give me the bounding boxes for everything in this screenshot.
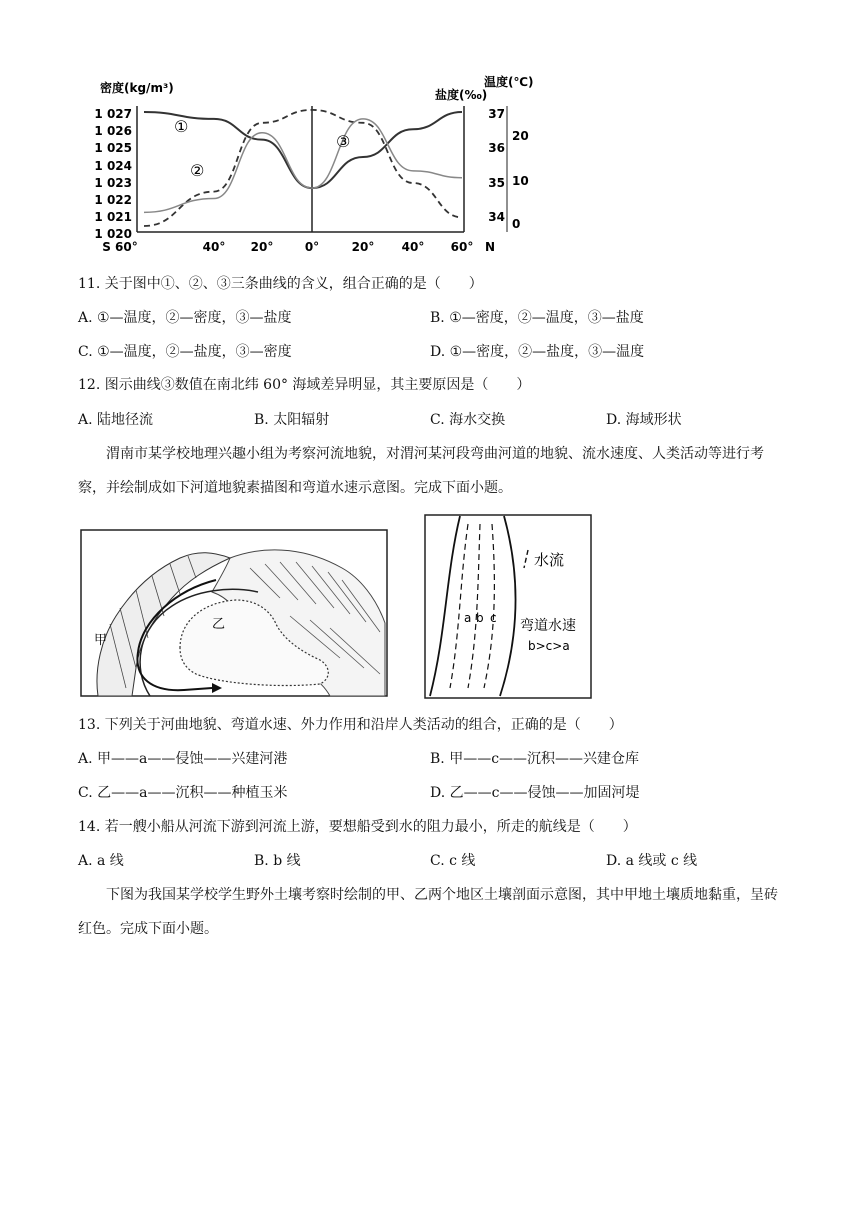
river-landform-sketch bbox=[80, 528, 390, 700]
salinity-tick: 35 bbox=[488, 176, 505, 190]
label-b: b bbox=[476, 611, 484, 625]
speed-relation-label: b>c>a bbox=[528, 639, 570, 653]
soil-intro-paragraph: 下图为我国某学校学生野外土壤考察时绘制的甲、乙两个地区土壤剖面示意图，其中甲地土壤质地黏重，呈砖红色。完成下面小题。 bbox=[78, 887, 778, 937]
temperature-ticks bbox=[512, 129, 529, 231]
question-11-option-d[interactable]: D. ①—密度，②—盐度，③—温度 bbox=[430, 344, 645, 360]
question-11-option-b[interactable]: B. ①—密度，②—温度，③—盐度 bbox=[430, 310, 644, 326]
yi-label: 乙 bbox=[212, 617, 226, 632]
density-tick: 1 021 bbox=[94, 210, 132, 224]
question-14-stem: 14. 若一艘小船从河流下游到河流上游，要想船受到水的阻力最小，所走的航线是（ ） bbox=[78, 819, 637, 835]
density-tick: 1 023 bbox=[94, 176, 132, 190]
question-12-option-c[interactable]: C. 海水交换 bbox=[430, 412, 506, 428]
density-tick: 1 024 bbox=[94, 159, 132, 173]
x-tick: 20° bbox=[250, 240, 274, 254]
density-tick: 1 026 bbox=[94, 124, 132, 138]
density-ticks bbox=[94, 107, 132, 241]
question-13-option-a[interactable]: A. 甲——a——侵蚀——兴建河港 bbox=[78, 751, 288, 767]
question-14-option-b[interactable]: B. b 线 bbox=[254, 853, 301, 869]
salinity-axis-label: 盐度(‰) bbox=[435, 88, 488, 102]
ocean-properties-chart bbox=[80, 68, 560, 260]
question-13-option-d[interactable]: D. 乙——c——侵蚀——加固河堤 bbox=[430, 785, 640, 801]
x-tick: 0° bbox=[304, 240, 320, 254]
question-13-option-c[interactable]: C. 乙——a——沉积——种植玉米 bbox=[78, 785, 288, 801]
x-tick: 60° bbox=[450, 240, 474, 254]
question-11-option-c[interactable]: C. ①—温度，②—盐度，③—密度 bbox=[78, 344, 292, 360]
water-flow-label: 水流 bbox=[534, 551, 565, 569]
x-tick: 20° bbox=[351, 240, 375, 254]
question-12-stem: 12. 图示曲线③数值在南北纬 60° 海域差异明显，其主要原因是（ ） bbox=[78, 377, 531, 393]
salinity-tick: 34 bbox=[488, 210, 505, 224]
x-ticks bbox=[102, 240, 495, 254]
question-13-option-b[interactable]: B. 甲——c——沉积——兴建仓库 bbox=[430, 751, 640, 767]
bend-speed-label: 弯道水速 bbox=[520, 618, 576, 634]
salinity-tick: 37 bbox=[488, 107, 505, 121]
bend-speed-diagram bbox=[424, 514, 594, 700]
density-axis-label: 密度(kg/m³) bbox=[100, 81, 174, 95]
salinity-ticks bbox=[488, 107, 505, 224]
salinity-tick: 36 bbox=[488, 141, 505, 155]
river-intro-paragraph: 渭南市某学校地理兴趣小组为考察河流地貌，对渭河某河段弯曲河道的地貌、流水速度、人类活动等进行考察，并绘制成如下河道地貌素描图和弯道水速示意图。完成下面小题。 bbox=[78, 446, 764, 496]
temperature-tick: 10 bbox=[512, 174, 529, 188]
curve-2-label: ② bbox=[190, 161, 205, 180]
density-tick: 1 027 bbox=[94, 107, 132, 121]
temperature-tick: 0 bbox=[512, 217, 521, 231]
density-tick: 1 025 bbox=[94, 141, 132, 155]
question-14-option-d[interactable]: D. a 线或 c 线 bbox=[606, 853, 698, 869]
question-12-option-d[interactable]: D. 海域形状 bbox=[606, 412, 682, 428]
x-tick: 40° bbox=[401, 240, 425, 254]
x-tick: N bbox=[484, 240, 496, 254]
temperature-tick: 20 bbox=[512, 129, 529, 143]
question-11-option-a[interactable]: A. ①—温度，②—密度，③—盐度 bbox=[78, 310, 292, 326]
density-tick: 1 020 bbox=[94, 227, 132, 241]
curve-3-label: ③ bbox=[336, 132, 351, 151]
curve-1-label: ① bbox=[174, 117, 189, 136]
temperature-axis-label: 温度(℃) bbox=[484, 75, 534, 89]
question-14-option-c[interactable]: C. c 线 bbox=[430, 853, 476, 869]
question-14-option-a[interactable]: A. a 线 bbox=[78, 853, 124, 869]
x-tick: 40° bbox=[202, 240, 226, 254]
jia-label: 甲 bbox=[94, 633, 108, 648]
question-13-stem: 13. 下列关于河曲地貌、弯道水速、外力作用和沿岸人类活动的组合，正确的是（ ） bbox=[78, 717, 623, 733]
label-c: c bbox=[490, 611, 497, 625]
question-12-option-a[interactable]: A. 陆地径流 bbox=[78, 412, 154, 428]
label-a: a bbox=[464, 611, 472, 625]
x-tick: S 60° bbox=[102, 240, 138, 254]
density-tick: 1 022 bbox=[94, 193, 132, 207]
question-12-option-b[interactable]: B. 太阳辐射 bbox=[254, 412, 330, 428]
question-11-stem: 11. 关于图中①、②、③三条曲线的含义，组合正确的是（ ） bbox=[78, 276, 483, 292]
